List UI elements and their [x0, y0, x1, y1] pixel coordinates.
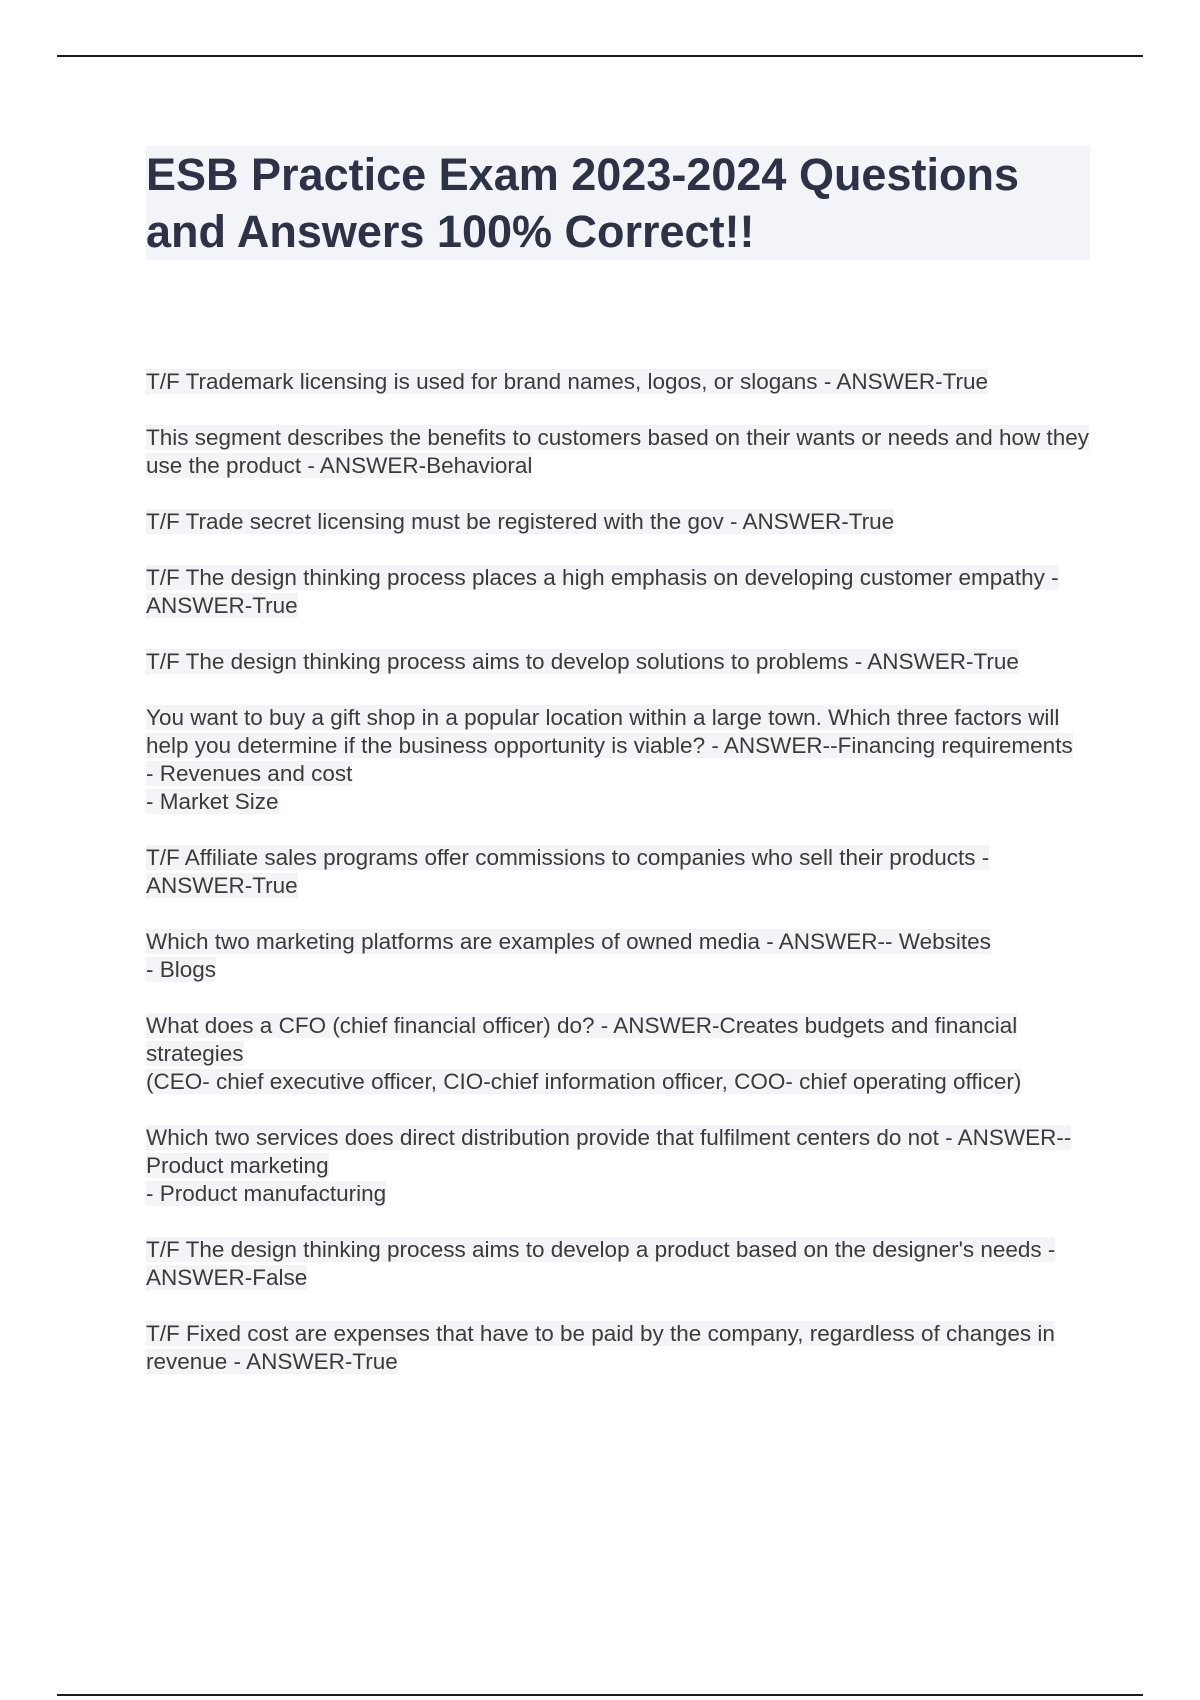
qa-item-text: T/F Fixed cost are expenses that have to be paid by the company, regardless of changes in revenue - ANSWER-True: [146, 1321, 1055, 1374]
qa-item-text: T/F Trademark licensing is used for brand names, logos, or slogans - ANSWER-True: [146, 369, 988, 394]
qa-item: [146, 1124, 1091, 1208]
qa-item-text: Which two marketing platforms are examples of owned media - ANSWER-- Websites - Blogs: [146, 929, 991, 982]
qa-item-text: T/F Affiliate sales programs offer commissions to companies who sell their products - ANSWER-True: [146, 845, 990, 898]
qa-item: [146, 648, 1091, 676]
qa-item: [146, 564, 1091, 620]
header-rule: [57, 55, 1143, 57]
qa-item: [146, 844, 1091, 900]
qa-item: [146, 1320, 1091, 1376]
qa-item: [146, 424, 1091, 480]
qa-item-text: T/F The design thinking process aims to develop solutions to problems - ANSWER-True: [146, 649, 1019, 674]
qa-item-text: T/F The design thinking process places a high emphasis on developing customer empathy - ANSWER-True: [146, 565, 1059, 618]
footer-rule: [57, 1694, 1143, 1696]
qa-item: [146, 1236, 1091, 1292]
qa-item: [146, 928, 1091, 984]
qa-list: [146, 368, 1091, 1404]
qa-item: [146, 1012, 1091, 1096]
document-title: ESB Practice Exam 2023-2024 Questions and Answers 100% Correct!!: [146, 146, 1090, 260]
qa-item: [146, 704, 1091, 816]
qa-item: [146, 368, 1091, 396]
qa-item-text: T/F Trade secret licensing must be registered with the gov - ANSWER-True: [146, 509, 895, 534]
qa-item-text: What does a CFO (chief financial officer) do? - ANSWER-Creates budgets and financial strategies (CEO- chief executive officer, CIO-chief information officer, COO- chief operating officer): [146, 1013, 1022, 1094]
qa-item-text: Which two services does direct distribution provide that fulfilment centers do not - ANSWER-- Product marketing - Product manufacturing: [146, 1125, 1072, 1206]
qa-item-text: T/F The design thinking process aims to develop a product based on the designer's needs - ANSWER-False: [146, 1237, 1056, 1290]
qa-item: [146, 508, 1091, 536]
qa-item-text: You want to buy a gift shop in a popular location within a large town. Which three factors will help you determine if the business opportunity is viable? - ANSWER--Financing requirements - Revenues and cost - Market Size: [146, 705, 1073, 814]
qa-item-text: This segment describes the benefits to customers based on their wants or needs and how they use the product - ANSWER-Behavioral: [146, 425, 1090, 478]
